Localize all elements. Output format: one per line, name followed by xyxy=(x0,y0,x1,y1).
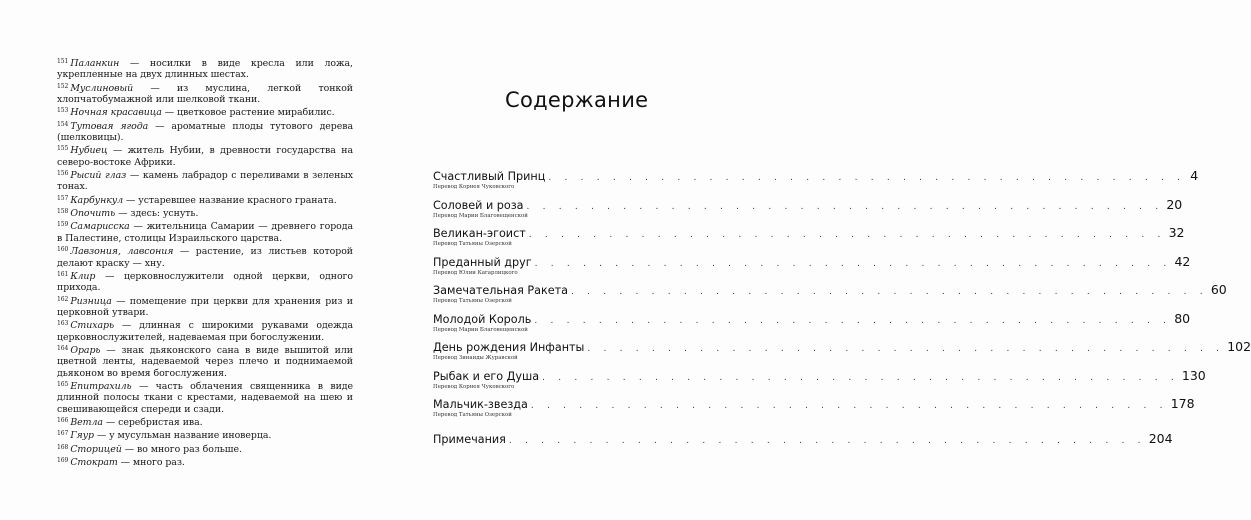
footnote-number: 167 xyxy=(57,430,69,438)
footnote-term: Орарь xyxy=(70,344,101,356)
footnote-number: 165 xyxy=(57,380,69,388)
footnote xyxy=(57,269,353,294)
toc-title: Содержание xyxy=(505,88,649,112)
toc-entry[interactable] xyxy=(433,339,1251,368)
footnote xyxy=(57,105,353,118)
toc-entry[interactable] xyxy=(433,310,1191,340)
toc-entry[interactable] xyxy=(433,367,1206,397)
footnote xyxy=(57,219,353,244)
toc-page-number: 4 xyxy=(1190,168,1199,183)
left-page xyxy=(0,0,385,520)
toc-page-number: 130 xyxy=(1181,367,1206,383)
footnote-text: — устаревшее название красного граната. xyxy=(123,194,337,206)
toc-leader-dots: . . . . . . . . . . . . . . . . . . . . . . . . . . . . . . . . . . . . . . . . xyxy=(587,344,1225,354)
footnote xyxy=(57,119,353,144)
toc-entry[interactable] xyxy=(433,396,1195,425)
footnote-term: Стократ xyxy=(70,457,118,468)
toc-leader-dots: . . . . . . . . . . . . . . . . . . . . . . . . . . . . . . . . . . . . . . . . xyxy=(571,287,1208,297)
footnote xyxy=(57,56,353,81)
footnote-term: Рысий глаз xyxy=(70,170,127,182)
footnote-term: Самарисска xyxy=(70,221,130,233)
toc-translator-credit: Перевод Марии Благовещенской xyxy=(433,212,528,219)
footnote xyxy=(57,455,353,468)
toc-entry-title: Молодой Король xyxy=(433,312,532,326)
toc-leader-dots: . . . . . . . . . . . . . . . . . . . . . . . . . . . . . . . . . . . . . . . . xyxy=(542,372,1179,383)
toc-entry-title: День рождения Инфанты xyxy=(433,341,585,354)
footnote-text: — носилки в виде кресла или ложа, укрепленные на двух длинных шестах. xyxy=(57,58,353,81)
footnote-text: — церковнослужители одной церкви, одного прихода. xyxy=(57,270,353,294)
toc-leader-dots: . . . . . . . . . . . . . . . . . . . . . . . . . . . . . . . . . . . . . . . . xyxy=(534,315,1172,326)
toc-page-number: 32 xyxy=(1168,225,1185,240)
toc-entry-title: Замечательная Ракета xyxy=(433,284,569,297)
footnote-number: 163 xyxy=(57,320,69,328)
toc-page-number: 204 xyxy=(1148,430,1173,446)
footnote-number: 160 xyxy=(57,246,69,254)
footnote-text: — во много раз больше. xyxy=(121,443,242,455)
footnote xyxy=(57,81,353,106)
footnote-number: 151 xyxy=(57,58,69,65)
footnote-text: — камень лабрадор с переливами в зеленых тонах. xyxy=(57,170,353,193)
footnote xyxy=(57,415,353,428)
footnote xyxy=(57,442,353,455)
footnote-number: 158 xyxy=(57,208,69,216)
footnote-term: Ночная красавица xyxy=(70,107,162,119)
footnote-number: 159 xyxy=(57,221,69,229)
toc-page-number: 102 xyxy=(1227,339,1251,354)
toc-entry[interactable] xyxy=(433,253,1191,283)
toc-entry[interactable] xyxy=(433,168,1199,197)
toc-translator-credit: Перевод Татьяны Озерской xyxy=(433,298,512,304)
footnote xyxy=(57,244,353,269)
footnote-term: Муслиновый xyxy=(70,82,134,94)
toc-page-number: 20 xyxy=(1166,196,1183,212)
footnote-term: Лавзония, лавсония xyxy=(70,246,174,258)
footnote-number: 166 xyxy=(57,416,69,424)
footnote-number: 157 xyxy=(57,194,69,202)
toc-entry-title: Примечания xyxy=(433,432,506,446)
footnote xyxy=(57,318,353,343)
footnote-term: Карбункул xyxy=(70,194,124,206)
footnote-term: Сторицей xyxy=(70,443,122,455)
toc-entry-title: Рыбак и его Душа xyxy=(433,369,540,383)
footnote-term: Ветла xyxy=(70,416,103,428)
toc-leader-dots: . . . . . . . . . . . . . . . . . . . . . . . . . . . . . . . . . . . . . . . . xyxy=(530,401,1168,411)
toc-leader-dots: . . . . . . . . . . . . . . . . . . . . . . . . . . . . . . . . . . . . . . . . xyxy=(508,435,1146,446)
toc-entry-title: Счастливый Принц xyxy=(433,170,546,183)
toc-entry[interactable] xyxy=(433,196,1183,226)
footnote-text: — цветковое растение мирабилис. xyxy=(161,107,335,119)
footnote-number: 153 xyxy=(57,107,69,115)
toc-translator-credit: Перевод Корнея Чуковского xyxy=(433,184,515,190)
footnote-text: — много раз. xyxy=(117,457,185,468)
toc-page-number: 60 xyxy=(1210,282,1227,297)
footnote-text: — житель Нубии, в древности государства на северо-востоке Африки. xyxy=(57,145,353,168)
footnote-text: — из муслина, легкой тонкой хлопчатобумажной или шелковой ткани. xyxy=(57,82,353,106)
toc-translator-credit: Перевод Корнея Чуковского xyxy=(433,383,515,390)
toc-translator-credit: Перевод Юлии Кагарлицкого xyxy=(433,269,518,276)
footnote-number: 162 xyxy=(57,295,69,303)
footnote xyxy=(57,168,353,193)
footnote-text: — растение, из листьев которой делают краску — хну. xyxy=(57,246,353,269)
footnote-text: — помещение при церкви для хранения риз и церковной утвари. xyxy=(57,295,353,318)
right-page xyxy=(385,0,1251,520)
footnote-text: — длинная с широкими рукавами одежда церковнослужителей, надеваемая при богослужении. xyxy=(57,320,353,343)
footnote xyxy=(57,206,353,219)
table-of-contents xyxy=(433,168,1251,459)
footnote xyxy=(57,379,353,415)
footnote-number: 152 xyxy=(57,82,69,90)
footnotes xyxy=(57,56,353,468)
toc-leader-dots: . . . . . . . . . . . . . . . . . . . . . . . . . . . . . . . . . . . . . . . . xyxy=(528,230,1166,240)
footnote-text: — ароматные плоды тутового дерева (шелковицы). xyxy=(57,120,354,144)
footnote-term: Тутовая ягода xyxy=(70,120,149,132)
footnote-text: — серебристая ива. xyxy=(102,416,203,428)
footnote-term: Стихарь xyxy=(70,320,115,332)
toc-entry[interactable] xyxy=(433,430,1173,460)
footnote xyxy=(57,143,353,168)
footnote-text: — здесь: уснуть. xyxy=(115,208,199,220)
footnote-term: Клир xyxy=(70,270,96,282)
toc-entry-title: Великан-эгоист xyxy=(433,227,526,240)
footnote-number: 155 xyxy=(57,145,69,153)
toc-translator-credit: Перевод Марии Благовещенской xyxy=(433,326,528,333)
footnote-text: — часть облачения священника в виде длинной полосы ткани с крестами, надеваемой на шею и свешивающейся спереди и сзади. xyxy=(57,380,353,415)
footnote-term: Ризница xyxy=(70,295,112,307)
footnote xyxy=(57,428,353,441)
footnote xyxy=(57,343,353,379)
footnote-term: Паланкин xyxy=(70,58,120,69)
footnote-number: 164 xyxy=(57,344,69,352)
toc-page-number: 178 xyxy=(1170,396,1195,411)
toc-leader-dots: . . . . . . . . . . . . . . . . . . . . . . . . . . . . . . . . . . . . . . . . xyxy=(526,201,1164,212)
footnote-number: 154 xyxy=(57,120,69,128)
toc-entry-title: Мальчик-звезда xyxy=(433,398,528,411)
toc-leader-dots: . . . . . . . . . . . . . . . . . . . . . . . . . . . . . . . . . . . . . . . . xyxy=(534,258,1172,269)
toc-translator-credit: Перевод Зинаиды Журавской xyxy=(433,355,518,361)
footnote-text: — знак дьяконского сана в виде вышитой или цветной ленты, надеваемой через плечо и поднимаемой дьяконом во время богослужения. xyxy=(57,344,353,379)
toc-entry-title: Преданный друг xyxy=(433,255,532,269)
footnote-text: — жительница Самарии — древнего города в Палестине, столицы Израильского царства. xyxy=(57,221,353,244)
footnote-number: 168 xyxy=(57,443,69,451)
footnote-term: Епитрахиль xyxy=(70,380,132,392)
footnote xyxy=(57,294,353,319)
toc-translator-credit: Перевод Татьяны Озерской xyxy=(433,241,512,247)
footnote xyxy=(57,193,353,206)
footnote-number: 161 xyxy=(57,270,69,278)
footnote-term: Нубиец xyxy=(70,145,108,157)
toc-translator-credit: Перевод Татьяны Озерской xyxy=(433,412,512,418)
toc-page-number: 42 xyxy=(1174,253,1191,269)
footnote-term: Опочить xyxy=(70,208,116,220)
footnote-number: 169 xyxy=(57,457,69,464)
toc-leader-dots: . . . . . . . . . . . . . . . . . . . . . . . . . . . . . . . . . . . . . . . . xyxy=(548,173,1186,183)
footnote-number: 156 xyxy=(57,170,69,178)
toc-entry[interactable] xyxy=(433,225,1185,254)
toc-entry-title: Соловей и роза xyxy=(433,198,524,212)
footnote-text: — у мусульман название иноверца. xyxy=(93,430,272,442)
toc-page-number: 80 xyxy=(1174,310,1191,326)
toc-entry[interactable] xyxy=(433,282,1227,311)
footnote-term: Гяур xyxy=(70,430,94,442)
